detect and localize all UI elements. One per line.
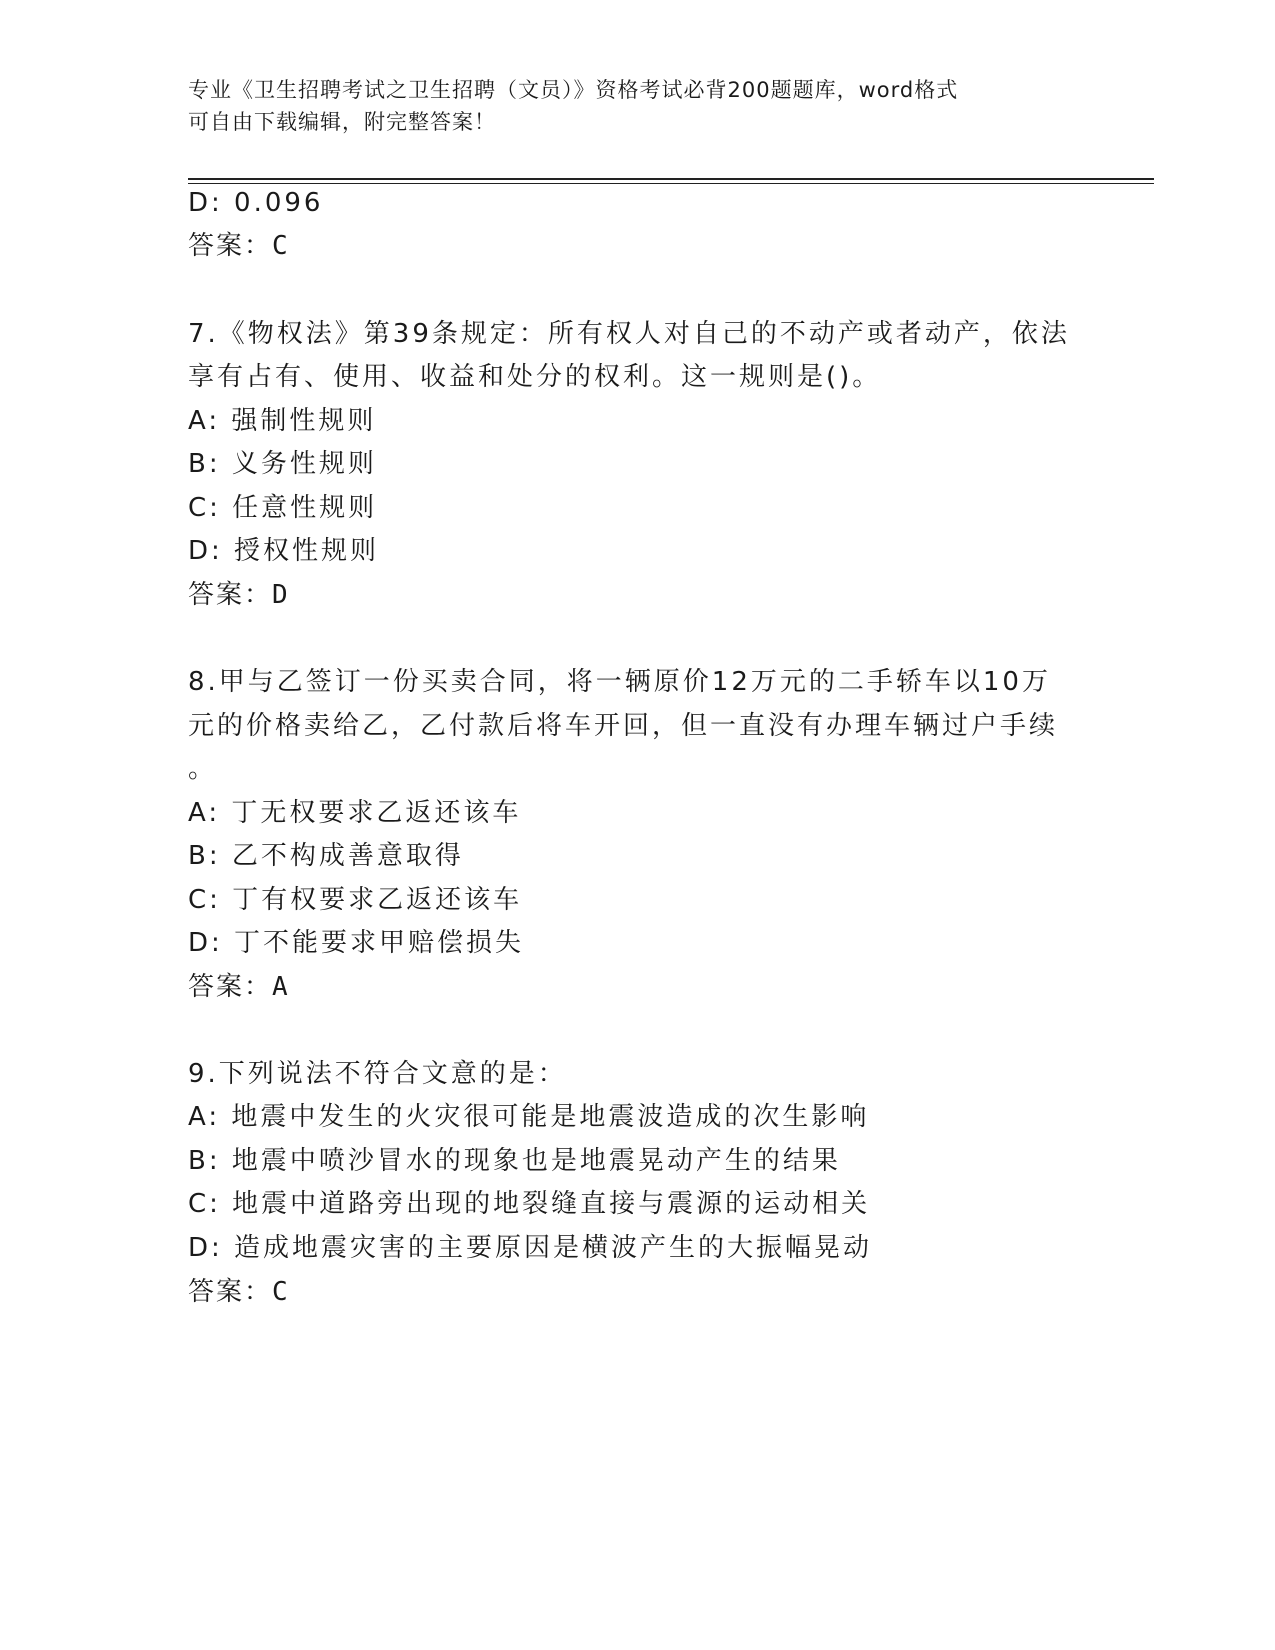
q7-option-a: A: 强制性规则 [188, 406, 377, 436]
answer-label: 答案： [188, 1277, 273, 1307]
q8-option-d: D: 丁不能要求甲赔偿损失 [188, 928, 525, 958]
q9-option-d: D: 造成地震灾害的主要原因是横波产生的大振幅晃动 [188, 1233, 873, 1263]
q9-option-b: B: 地震中喷沙冒水的现象也是地震晃动产生的结果 [188, 1146, 841, 1176]
header-divider-thick [188, 178, 1154, 180]
q9-option-a: A: 地震中发生的火灾很可能是地震波造成的次生影响 [188, 1102, 870, 1132]
header-title-line-1: 专业《卫生招聘考试之卫生招聘（文员）》资格考试必背200题题库，word格式 [188, 78, 959, 102]
q7-option-c: C: 任意性规则 [188, 493, 378, 523]
header-divider-thin [188, 183, 1154, 184]
q8-stem-line-1: 8.甲与乙签订一份买卖合同，将一辆原价12万元的二手轿车以10万 [188, 667, 1051, 697]
answer-value: D [272, 580, 290, 610]
q9-option-c: C: 地震中道路旁出现的地裂缝直接与震源的运动相关 [188, 1189, 871, 1219]
q7-stem-line-1: 7.《物权法》第39条规定：所有权人对自己的不动产或者动产，依法 [188, 319, 1070, 349]
q8-option-c: C: 丁有权要求乙返还该车 [188, 885, 523, 915]
q7-option-d: D: 授权性规则 [188, 536, 380, 566]
q8-stem-line-2: 元的价格卖给乙，乙付款后将车开回，但一直没有办理车辆过户手续 [188, 711, 1059, 741]
document-header [188, 74, 1088, 138]
answer-label: 答案： [188, 972, 273, 1002]
answer-value: A [272, 972, 290, 1002]
q8-answer [188, 970, 290, 1004]
answer-value: C [272, 1277, 290, 1307]
answer-label: 答案： [188, 231, 273, 261]
prev-option-d: D: 0.096 [188, 188, 324, 218]
q7-answer [188, 578, 290, 612]
q8-option-a: A: 丁无权要求乙返还该车 [188, 798, 522, 828]
q7-stem-line-2: 享有占有、使用、收益和处分的权利。这一规则是()。 [188, 362, 882, 392]
q8-stem-line-3: 。 [188, 754, 218, 784]
q9-stem-line-1: 9.下列说法不符合文意的是： [188, 1059, 567, 1089]
answer-label: 答案： [188, 580, 273, 610]
answer-value: C [272, 231, 290, 261]
prev-answer [188, 229, 290, 263]
q7-option-b: B: 义务性规则 [188, 449, 377, 479]
q9-answer [188, 1275, 290, 1309]
q8-option-b: B: 乙不构成善意取得 [188, 841, 464, 871]
header-title-line-2: 可自由下载编辑，附完整答案！ [188, 110, 496, 134]
